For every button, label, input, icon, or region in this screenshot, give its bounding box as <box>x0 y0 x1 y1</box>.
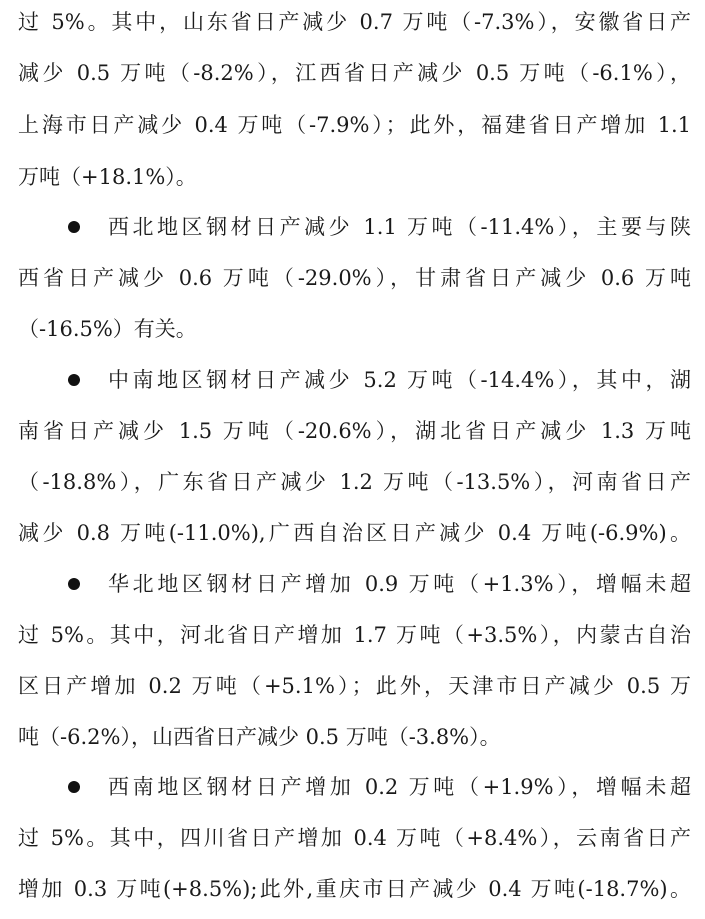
text-line: 南省日产减少 1.5 万吨（-20.6%），湖北省日产减少 1.3 万吨 <box>18 419 691 443</box>
bullet-icon <box>68 578 80 590</box>
text-line: 西南地区钢材日产增加 0.2 万吨（+1.9%），增幅未超 <box>108 775 691 799</box>
text-line: 增加 0.3 万吨(+8.5%);此外,重庆市日产减少 0.4 万吨(-18.7%)。 <box>18 877 691 901</box>
text-line: 过 5%。其中，河北省日产增加 1.7 万吨（+3.5%），内蒙古自治 <box>18 623 691 647</box>
text-line: 万吨（+18.1%）。 <box>18 165 197 189</box>
text-line: （-16.5%）有关。 <box>18 317 197 341</box>
bullet-icon <box>68 221 80 233</box>
text-line: 减少 0.8 万吨(-11.0%),广西自治区日产减少 0.4 万吨(-6.9%)。 <box>18 521 691 545</box>
text-line: 西省日产减少 0.6 万吨（-29.0%），甘肃省日产减少 0.6 万吨 <box>18 266 691 290</box>
text-line: 吨（-6.2%），山西省日产减少 0.5 万吨（-3.8%）。 <box>18 725 501 749</box>
text-line: 过 5%。其中，山东省日产减少 0.7 万吨（-7.3%），安徽省日产 <box>18 10 691 34</box>
text-line: （-18.8%），广东省日产减少 1.2 万吨（-13.5%），河南省日产 <box>18 470 691 494</box>
text-line: 华北地区钢材日产增加 0.9 万吨（+1.3%），增幅未超 <box>108 572 691 596</box>
text-line: 区日产增加 0.2 万吨（+5.1%）；此外，天津市日产减少 0.5 万 <box>18 674 691 698</box>
text-line: 减少 0.5 万吨（-8.2%），江西省日产减少 0.5 万吨（-6.1%）， <box>18 61 691 85</box>
bullet-icon <box>68 374 80 386</box>
text-line: 过 5%。其中，四川省日产增加 0.4 万吨（+8.4%），云南省日产 <box>18 826 691 850</box>
bullet-icon <box>68 781 80 793</box>
text-line: 上海市日产减少 0.4 万吨（-7.9%）；此外，福建省日产增加 1.1 <box>18 113 691 137</box>
text-line: 中南地区钢材日产减少 5.2 万吨（-14.4%），其中，湖 <box>108 368 691 392</box>
text-line: 西北地区钢材日产减少 1.1 万吨（-11.4%），主要与陕 <box>108 215 691 239</box>
